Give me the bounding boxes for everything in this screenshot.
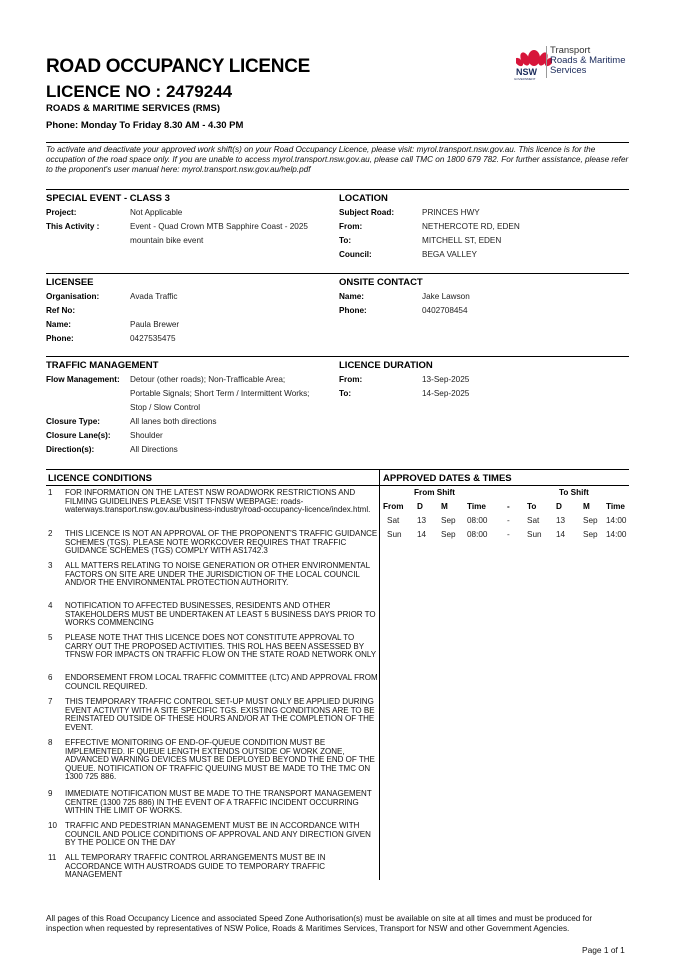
dates-column-header: - (507, 502, 510, 511)
onsite-contact-heading: ONSITE CONTACT (339, 277, 423, 288)
licensee-name-value: Paula Brewer (130, 320, 180, 329)
divider (46, 189, 629, 190)
condition-number: 3 (48, 561, 53, 570)
divider (46, 142, 629, 143)
dates-cell: 14:00 (606, 516, 627, 525)
condition-number: 10 (48, 821, 57, 830)
from-value: NETHERCOTE RD, EDEN (422, 222, 520, 231)
phone-hours: Phone: Monday To Friday 8.30 AM - 4.30 PM (46, 120, 244, 131)
condition-text: ALL MATTERS RELATING TO NOISE GENERATION OR OTHER ENVIRONMENTAL FACTORS ON SITE ARE UNDER THE JURISDICTION OF THE LOCAL COUNCIL AND/OR THE ENVIRONMENTAL PROTECTION AUTHORITY. (65, 561, 370, 588)
condition-number: 8 (48, 738, 53, 747)
transport-nsw-logo (512, 44, 632, 84)
dates-column-header: From (383, 502, 404, 511)
condition-number: 5 (48, 633, 53, 642)
council-value: BEGA VALLEY (422, 250, 477, 259)
licence-duration-heading: LICENCE DURATION (339, 360, 433, 371)
organisation-label: Organisation: (46, 292, 100, 301)
closure-type-label: Closure Type: (46, 417, 100, 426)
duration-from-label: From: (339, 375, 363, 384)
issuing-org: ROADS & MARITIME SERVICES (RMS) (46, 103, 221, 114)
dates-cell: 08:00 (467, 516, 488, 525)
condition-number: 1 (48, 488, 53, 497)
onsite-name-value: Jake Lawson (422, 292, 470, 301)
condition-text: THIS TEMPORARY TRAFFIC CONTROL SET-UP MUST ONLY BE APPLIED DURING EVENT ACTIVITY WITH A SITE SPECIFIC TGS. EXISTING CONDITIONS ARE TO BE REINSTATED OUTSIDE OF THESE HOURS AND/OR AT THE COMPLETION OF THE EVENT. (65, 697, 375, 732)
condition-text: ALL TEMPORARY TRAFFIC CONTROL ARRANGEMENTS MUST BE IN ACCORDANCE WITH AUSTROADS GUIDE TO TEMPORARY TRAFFIC MANAGEMENT (65, 853, 326, 880)
dates-cell: - (507, 516, 510, 525)
closure-lanes-value: Shoulder (130, 431, 163, 440)
condition-text: TRAFFIC AND PEDESTRIAN MANAGEMENT MUST BE IN ACCORDANCE WITH COUNCIL AND POLICE CONDITIONS OF APPROVAL AND ANY DIRECTION GIVEN BY THE POLICE ON THE DAY (65, 821, 371, 848)
to-value: MITCHELL ST, EDEN (422, 236, 502, 245)
dates-cell: 08:00 (467, 530, 488, 539)
traffic-management-heading: TRAFFIC MANAGEMENT (46, 360, 159, 371)
special-event-heading: SPECIAL EVENT - CLASS 3 (46, 193, 170, 204)
logo-line-3: Services (550, 65, 587, 76)
footer-note: All pages of this Road Occupancy Licence and associated Speed Zone Authorisation(s) must be available on site at all times and must be produced for inspection when requested by representatives of NSW Police, Roads & Maritimes Services, Transport for NSW and other Government Agencies. (46, 914, 593, 933)
divider (379, 485, 629, 486)
licensee-name-label: Name: (46, 320, 72, 329)
approved-dates-heading: APPROVED DATES & TIMES (383, 473, 512, 484)
dates-cell: 14 (556, 530, 566, 539)
document-title: ROAD OCCUPANCY LICENCE (46, 56, 310, 77)
dates-cell: Sun (387, 530, 402, 539)
activity-label: This Activity : (46, 222, 100, 231)
condition-number: 6 (48, 673, 53, 682)
logo-text (550, 46, 626, 76)
dates-column-header: To (527, 502, 537, 511)
dates-cell: Sun (527, 530, 542, 539)
dates-cell: - (507, 530, 510, 539)
condition-text: PLEASE NOTE THAT THIS LICENCE DOES NOT CONSTITUTE APPROVAL TO CARRY OUT THE PROPOSED ACTIVITIES. THIS ROL HAS BEEN ASSESSED BY TFNSW FOR IMPACTS ON TRAFFIC FLOW ON THE STATE ROAD NETWORK ONLY (65, 633, 377, 660)
project-value: Not Applicable (130, 208, 183, 217)
location-heading: LOCATION (339, 193, 388, 204)
duration-from-value: 13-Sep-2025 (422, 375, 470, 384)
licence-conditions-heading: LICENCE CONDITIONS (48, 473, 152, 484)
dates-column-header: Time (467, 502, 486, 511)
condition-text: NOTIFICATION TO AFFECTED BUSINESSES, RESIDENTS AND OTHER STAKEHOLDERS MUST BE UNDERTAKEN AT LEAST 5 BUSINESS DAYS PRIOR TO WORKS COMMENCING (65, 601, 376, 628)
condition-number: 7 (48, 697, 53, 706)
condition-text: ENDORSEMENT FROM LOCAL TRAFFIC COMMITTEE (LTC) AND APPROVAL FROM COUNCIL REQUIRED. (65, 673, 378, 691)
from-label: From: (339, 222, 363, 231)
dates-column-header: D (556, 502, 562, 511)
dates-column-header: Time (606, 502, 625, 511)
intro-note: To activate and deactivate your approved work shift(s) on your Road Occupancy Licence, please visit: myrol.transport.nsw.gov.au. This licence is for the occupation of the road space only. If you are unable to access myrol.transport.nsw.gov.au, please call TMC on 1800 679 782. For further assistance, please refer to the proponent's user manual here: myrol.transport.nsw.gov.au/help.pdf (46, 145, 629, 174)
condition-number: 2 (48, 529, 53, 538)
licence-number: LICENCE NO : 2479244 (46, 82, 233, 101)
condition-text: FOR INFORMATION ON THE LATEST NSW ROADWORK RESTRICTIONS AND FILMING GUIDELINES PLEASE VISIT TFNSW WEBPAGE: roads-waterways.transport.nsw.gov.au/business-industry/road-occupancy-licence/index.html. (65, 488, 371, 515)
licensee-heading: LICENSEE (46, 277, 94, 288)
subject-road-label: Subject Road: (339, 208, 395, 217)
dates-cell: Sat (387, 516, 400, 525)
dates-cell: Sep (441, 530, 456, 539)
dates-cell: 13 (556, 516, 566, 525)
condition-number: 4 (48, 601, 53, 610)
to-label: To: (339, 236, 352, 245)
logo-line-2: Roads & Maritime (550, 55, 626, 66)
dates-cell: 13 (417, 516, 427, 525)
licensee-phone-value: 0427535475 (130, 334, 176, 343)
condition-text: EFFECTIVE MONITORING OF END-OF-QUEUE CONDITION MUST BE IMPLEMENTED. IF QUEUE LENGTH EXTENDS OUTSIDE OF WORK ZONE, ADVANCED WARNING DEVICES MUST BE DEPLOYED BEYOND THE END OF THE QUEUE. NOTIFICATION OF TRAFFIC QUEUING MUST BE MADE TO THE TMC ON 1300 725 886. (65, 738, 375, 782)
dates-cell: 14:00 (606, 530, 627, 539)
direction-label: Direction(s): (46, 445, 95, 454)
condition-text: THIS LICENCE IS NOT AN APPROVAL OF THE PROPONENT'S TRAFFIC GUIDANCE SCHEMES (TGS). PLEASE NOTE WORKCOVER REQUIRES THAT TRAFFIC GUIDANCE SCHEMES (TGS) COMPLY WITH AS1742.3 (65, 529, 378, 556)
flow-management-line2: Portable Signals; Short Term / Intermittent Works; (130, 389, 310, 398)
divider (46, 485, 379, 486)
flow-management-line1: Detour (other roads); Non-Trafficable Area; (130, 375, 286, 384)
dates-column-header: M (583, 502, 590, 511)
dates-cell: Sep (583, 530, 598, 539)
dates-column-header: M (441, 502, 448, 511)
activity-value-line2: mountain bike event (130, 236, 204, 245)
activity-value-line1: Event - Quad Crown MTB Sapphire Coast - 2025 (130, 222, 308, 231)
licensee-phone-label: Phone: (46, 334, 74, 343)
condition-number: 11 (48, 853, 57, 862)
dates-column-header: D (417, 502, 423, 511)
onsite-name-label: Name: (339, 292, 365, 301)
logo-line-1: Transport (550, 45, 591, 56)
government-wordmark: GOVERNMENT (514, 77, 536, 81)
divider (46, 469, 629, 470)
duration-to-label: To: (339, 389, 352, 398)
condition-text: IMMEDIATE NOTIFICATION MUST BE MADE TO THE TRANSPORT MANAGEMENT CENTRE (1300 725 886) IN THE EVENT OF A TRAFFIC INCIDENT OCCURRING WITHIN THE LIMIT OF WORKS. (65, 789, 372, 816)
dates-cell: Sep (583, 516, 598, 525)
ref-no-label: Ref No: (46, 306, 76, 315)
project-label: Project: (46, 208, 77, 217)
onsite-phone-label: Phone: (339, 306, 367, 315)
page-number: Page 1 of 1 (582, 945, 625, 955)
logo-divider (546, 46, 547, 78)
dates-cell: Sep (441, 516, 456, 525)
closure-type-value: All lanes both directions (130, 417, 217, 426)
nsw-wordmark: NSW (516, 67, 537, 77)
flow-management-label: Flow Management: (46, 375, 120, 384)
condition-number: 9 (48, 789, 53, 798)
to-shift-header: To Shift (559, 488, 589, 497)
divider (46, 273, 629, 274)
dates-cell: 14 (417, 530, 427, 539)
duration-to-value: 14-Sep-2025 (422, 389, 470, 398)
from-shift-header: From Shift (414, 488, 455, 497)
closure-lanes-label: Closure Lane(s): (46, 431, 111, 440)
organisation-value: Avada Traffic (130, 292, 178, 301)
direction-value: All Directions (130, 445, 178, 454)
subject-road-value: PRINCES HWY (422, 208, 480, 217)
flow-management-line3: Stop / Slow Control (130, 403, 201, 412)
dates-cell: Sat (527, 516, 540, 525)
council-label: Council: (339, 250, 372, 259)
onsite-phone-value: 0402708454 (422, 306, 468, 315)
divider (46, 356, 629, 357)
